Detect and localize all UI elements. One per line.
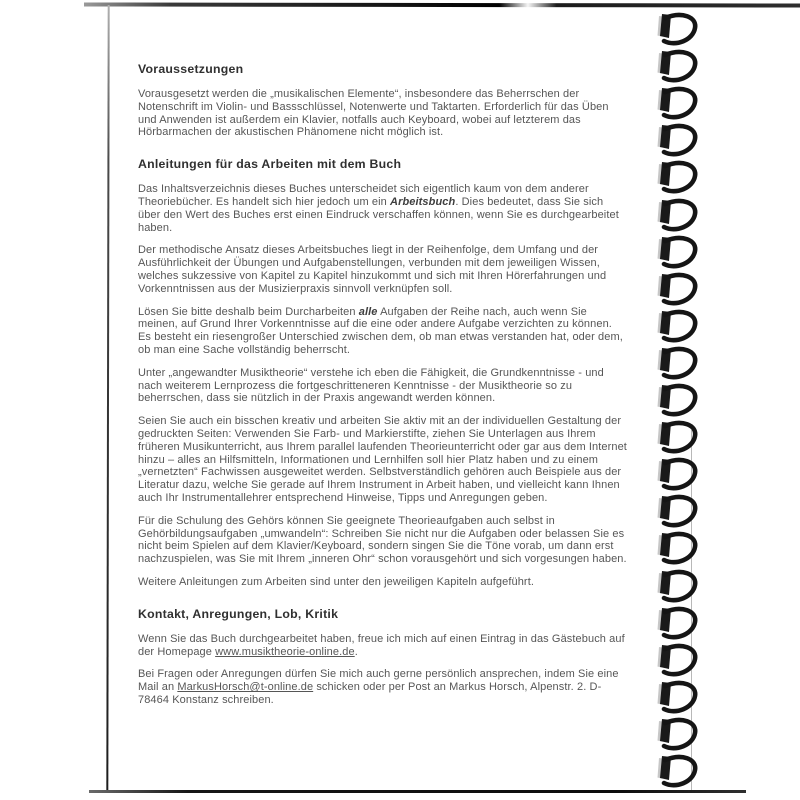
spiral-coil [652, 606, 704, 644]
paragraph [138, 244, 628, 295]
paragraph [138, 515, 628, 566]
text-segment: . [354, 645, 358, 658]
spiral-coil [652, 272, 704, 310]
page-edge-bottom [89, 790, 746, 793]
spiral-coil [652, 569, 704, 607]
emphasized-text: alle [358, 305, 378, 318]
text-segment: Aufgaben der Reihe nach, auch wenn Sie meinen, auf Grund Ihrer Vorkenntnisse auf die eine oder andere Aufgabe verzichten zu können. Es besteht ein riesengroßer Unterschied zwischen dem, ob man etwas verstanden hat, oder dem, ob man eine Sache vollständig beherrscht. [138, 305, 623, 356]
text-segment: Seien Sie auch ein bisschen kreativ und arbeiten Sie aktiv mit an der individuellen Gestaltung der gedruckten Seiten: Verwenden Sie Farb- und Markierstifte, ziehen Sie Unterlagen aus Ihrem früheren Musikunterricht, aus Ihrem parallel laufenden Theorieunterricht oder gar aus dem Internet hinzu – alles an Hilfsmitteln, Informationen und Lernhilfen soll hier Platz haben und zu einem „vernetzten“ Fachwissen ausgeweitet werden. Selbstverständlich gehören auch Beispiele aus der Literatur dazu, welche Sie gerade auf Ihrem Instrument in Arbeit haben, und vielleicht kann Ihnen auch Ihr Instrumentallehrer entsprechend Hinweise, Tipps und Anregungen geben. [138, 415, 627, 504]
page-content [138, 62, 628, 717]
section-kontakt [138, 607, 628, 707]
spiral-coil [652, 420, 704, 458]
spiral-coil [652, 12, 704, 50]
paragraph [138, 668, 628, 706]
website-link: www.musiktheorie-online.de [215, 645, 355, 658]
paragraph [138, 367, 628, 405]
spiral-coil [652, 123, 704, 161]
spiral-coil [652, 754, 704, 792]
paragraph [138, 88, 628, 139]
text-segment: schicken oder per Post an Markus Horsch, Alpenstr. 2. D-78464 Konstanz schreiben. [138, 681, 602, 706]
spiral-coil [652, 383, 704, 421]
section-heading: Voraussetzungen [138, 62, 244, 76]
section-anleitungen [138, 157, 628, 589]
spiral-coil [652, 643, 704, 681]
text-segment: Bei Fragen oder Anregungen dürfen Sie mich auch gerne persönlich ansprechen, indem Sie eine Mail an [138, 668, 619, 694]
paragraph [138, 576, 628, 589]
spiral-binding [652, 0, 708, 800]
spiral-coil [652, 86, 704, 124]
section-heading: Kontakt, Anregungen, Lob, Kritik [138, 606, 339, 621]
text-segment: Unter „angewandter Musiktheorie“ verstehe ich eben die Fähigkeit, die Grundkenntnisse - und nach weiterem Lernprozess die fortgeschritteneren Kenntnisse - der Musiktheorie so zu beherrschen, dass sie nützlich in der Praxis angewandt werden können. [138, 366, 604, 405]
text-segment: Der methodische Ansatz dieses Arbeitsbuches liegt in der Reihenfolge, dem Umfang und der Ausführlichkeit der Übungen und Aufgabenstellungen, verbunden mit dem jeweiligen Wissen, welches sukzessive von Kapitel zu Kapitel hinzukommt und sich mit Ihren Hörerfahrungen und Vorkenntnissen aus der Musizierpraxis sinnvoll verknüpfen soll. [138, 244, 607, 295]
spiral-coil [652, 198, 704, 236]
text-segment: Vorausgesetzt werden die „musikalischen Elemente“, insbesondere das Beherrschen der Notenschrift im Violin- und Bassschlüssel, Notenwerte und Taktarten. Erforderlich für das Üben und Anwenden ist außerdem ein Klavier, notfalls auch Keyboard, wobei auf letzterem das Hörbarmachen der akustischen Phänomene nicht möglich ist. [138, 88, 609, 139]
spiral-coil [652, 717, 704, 755]
page-edge-left [106, 5, 110, 791]
paragraph [138, 633, 628, 659]
spiral-coil [652, 346, 704, 384]
text-segment: . Dies bedeutet, dass Sie sich über den Wert des Buches erst einen Eindruck verschaffen können, wenn Sie es durchgearbeitet haben. [138, 195, 619, 234]
text-segment: Wenn Sie das Buch durchgearbeitet haben, freue ich mich auf einen Eintrag in das Gästebuch auf der Homepage [138, 632, 625, 658]
text-segment: Für die Schulung des Gehörs können Sie geeignete Theorieaufgaben auch selbst in Gehörbildungsaufgaben „umwandeln“: Schreiben Sie nicht nur die Aufgaben oder belassen Sie es nicht beim Spielen auf dem Klavier/Keyboard, sondern singen Sie die Töne vorab, um dann erst nachzuspielen, was Sie mit Ihrem „inneren Ohr“ schon vorausgehört und sich vorgesungen haben. [138, 514, 627, 566]
spiral-coil [652, 160, 704, 198]
email-link: MarkusHorsch@t-online.de [177, 681, 314, 694]
emphasized-text: Arbeitsbuch [390, 195, 456, 208]
section-voraussetzungen [138, 62, 628, 139]
text-segment: Das Inhaltsverzeichnis dieses Buches unterscheidet sich eigentlich kaum von dem anderer Theoriebücher. Es handelt sich hier jedoch um ein [138, 183, 589, 208]
paragraph [138, 183, 628, 234]
spiral-coil [652, 309, 704, 347]
spiral-coil [652, 494, 704, 532]
spiral-coil [652, 49, 704, 87]
paragraph [138, 306, 628, 357]
spiral-coil [652, 531, 704, 569]
spiral-coil [652, 235, 704, 273]
spiral-coil [652, 680, 704, 718]
text-segment: Lösen Sie bitte deshalb beim Durcharbeiten [138, 305, 359, 318]
spiral-coil [652, 457, 704, 495]
paragraph [138, 415, 628, 505]
section-heading: Anleitungen für das Arbeiten mit dem Buch [138, 157, 402, 172]
text-segment: Weitere Anleitungen zum Arbeiten sind unter den jeweiligen Kapiteln aufgeführt. [138, 575, 535, 588]
